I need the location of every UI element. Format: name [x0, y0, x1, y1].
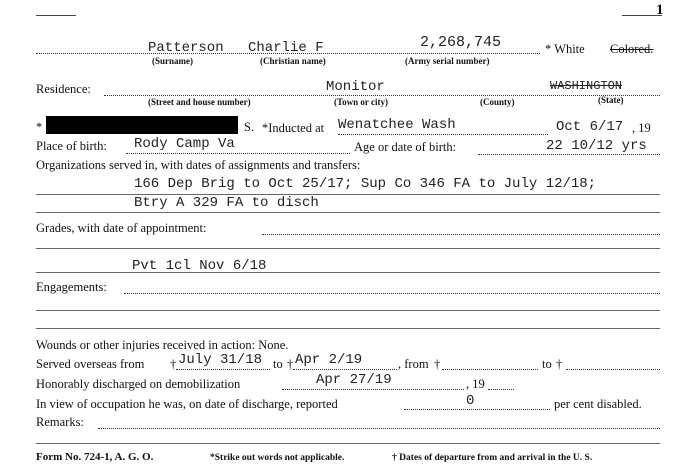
birth-place-line [126, 153, 350, 154]
age-line [478, 154, 660, 155]
engagements-line-1 [124, 293, 660, 294]
wounds-label: Wounds or other injuries received in action: None. [36, 338, 289, 352]
footer-note-strike: *Strike out words not applicable. [210, 453, 345, 463]
overseas-label: Served overseas from [36, 357, 145, 371]
discharge-year-line [488, 389, 514, 390]
street-caption: (Street and house number) [148, 97, 251, 107]
inducted-year: , 19 [632, 121, 651, 135]
overseas-dagger-4: † [556, 357, 563, 371]
footer-form-number: Form No. 724-1, A. G. O. [36, 451, 154, 463]
state-caption: (State) [598, 95, 624, 105]
discharge-year: , 19 [466, 377, 485, 391]
overseas-to-label: to [273, 357, 283, 371]
age-value: 22 10/12 yrs [546, 138, 647, 154]
overseas-from2-label: , from [398, 357, 429, 371]
inducted-place-line [338, 134, 548, 135]
organizations-line1: 166 Dep Brig to Oct 25/17; Sup Co 346 FA to July 12/18; [134, 176, 597, 192]
birth-place-label: Place of birth: [36, 139, 107, 153]
grades-line-1 [262, 234, 660, 235]
overseas-dagger-2: † [287, 357, 294, 371]
serial-value: 2,268,745 [420, 34, 502, 51]
discharge-label: Honorably discharged on demobilization [36, 377, 241, 391]
overseas-to-value: Apr 2/19 [295, 352, 363, 368]
town-caption: (Town or city) [334, 97, 388, 107]
discharge-line [282, 389, 464, 390]
redacted-block [46, 116, 238, 134]
surname-value: Patterson [148, 40, 224, 56]
christian-name-caption: (Christian name) [260, 56, 326, 66]
race-white: * White [545, 42, 585, 56]
birth-place-value: Rody Camp Va [134, 136, 235, 152]
residence-state: WASHINGTON [550, 79, 623, 93]
overseas-from2-line [442, 369, 538, 370]
inducted-date: Oct 6/17 [556, 119, 624, 135]
overseas-to-line [293, 369, 397, 370]
org-rule-1 [36, 194, 660, 195]
surname-caption: (Surname) [152, 56, 193, 66]
grades-rule-2 [36, 248, 660, 249]
grades-value: Pvt 1cl Nov 6/18 [132, 258, 267, 274]
engagements-label: Engagements: [36, 280, 107, 294]
induction-star: * [36, 120, 43, 134]
serial-caption: (Army serial number) [405, 56, 490, 66]
remarks-line [98, 428, 660, 429]
org-rule-2 [36, 212, 660, 213]
inducted-place: Wenatchee Wash [338, 117, 456, 133]
disability-suffix: per cent disabled. [554, 397, 642, 411]
christian-name-value: Charlie F [248, 40, 324, 56]
grades-label: Grades, with date of appointment: [36, 221, 207, 235]
overseas-dagger-1: † [170, 357, 177, 371]
remarks-rule-2 [36, 443, 660, 444]
engagements-rule-2 [36, 310, 660, 311]
disability-line [404, 409, 550, 410]
overseas-to2-label: to [542, 357, 552, 371]
remarks-label: Remarks: [36, 415, 84, 429]
residence-line [104, 95, 660, 96]
disability-value: 0 [466, 393, 475, 409]
residence-label: Residence: [36, 82, 91, 96]
organizations-line2: Btry A 329 FA to disch [134, 195, 319, 211]
age-label: Age or date of birth: [354, 140, 457, 154]
disability-label: In view of occupation he was, on date of discharge, reported [36, 397, 338, 411]
county-caption: (County) [480, 97, 515, 107]
overseas-from-value: July 31/18 [178, 352, 263, 368]
residence-town: Monitor [326, 79, 385, 95]
overseas-from-line [176, 369, 270, 370]
organizations-label: Organizations served in, with dates of assignments and transfers: [36, 158, 361, 172]
race-colored: Colored. [610, 42, 654, 56]
discharge-value: Apr 27/19 [316, 372, 392, 388]
inducted-label: *Inducted at [262, 121, 325, 135]
engagements-rule-3 [36, 328, 660, 329]
overseas-to2-line [566, 369, 660, 370]
overseas-dagger-3: † [434, 357, 441, 371]
footer-note-dates: † Dates of departure from and arrival in the U. S. [392, 453, 593, 463]
redacted-tail: S. [244, 120, 255, 134]
grades-rule-3 [36, 272, 660, 273]
top-rule [36, 15, 76, 16]
page-number: 1 [656, 2, 664, 18]
